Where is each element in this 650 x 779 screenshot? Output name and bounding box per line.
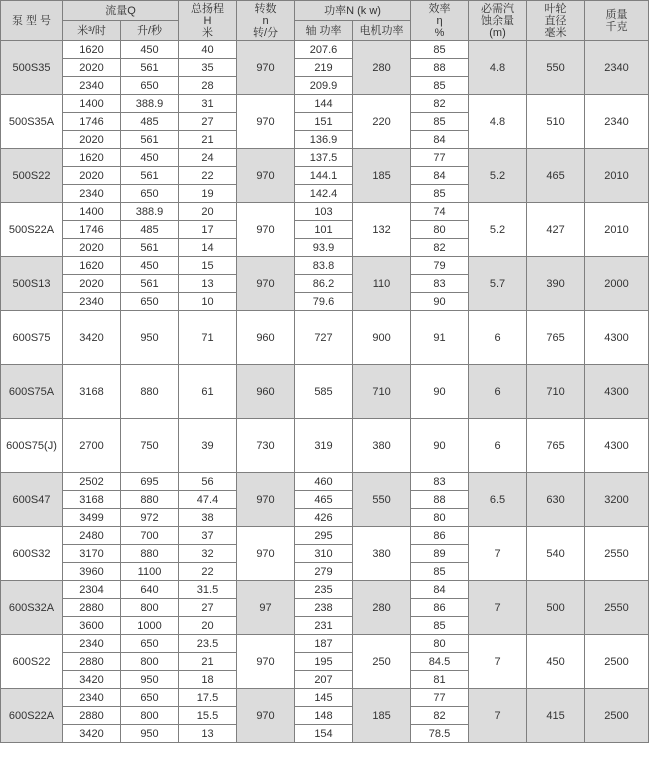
motor-power-cell: 250 bbox=[353, 635, 411, 689]
mass-cell: 2010 bbox=[585, 203, 649, 257]
efficiency-cell: 85 bbox=[411, 77, 469, 95]
flow-m3h-cell: 2880 bbox=[63, 599, 121, 617]
speed-cell: 730 bbox=[237, 419, 295, 473]
mass-cell: 2500 bbox=[585, 635, 649, 689]
mass-cell: 2500 bbox=[585, 689, 649, 743]
flow-m3h-cell: 2700 bbox=[63, 419, 121, 473]
flow-m3h-cell: 2020 bbox=[63, 275, 121, 293]
pump-model-cell: 600S22 bbox=[1, 635, 63, 689]
flow-m3h-cell: 1620 bbox=[63, 41, 121, 59]
flow-ls-cell: 388.9 bbox=[121, 203, 179, 221]
efficiency-cell: 74 bbox=[411, 203, 469, 221]
head-cell: 17 bbox=[179, 221, 237, 239]
flow-m3h-cell: 3170 bbox=[63, 545, 121, 563]
head-cell: 22 bbox=[179, 563, 237, 581]
flow-ls-cell: 800 bbox=[121, 707, 179, 725]
efficiency-cell: 80 bbox=[411, 221, 469, 239]
shaft-power-cell: 426 bbox=[295, 509, 353, 527]
efficiency-cell: 81 bbox=[411, 671, 469, 689]
flow-m3h-cell: 3168 bbox=[63, 491, 121, 509]
efficiency-cell: 85 bbox=[411, 563, 469, 581]
header-power: 功率N (k w) bbox=[295, 1, 411, 21]
header-speed-title: 转数 bbox=[254, 2, 277, 15]
mass-cell: 2340 bbox=[585, 95, 649, 149]
head-cell: 38 bbox=[179, 509, 237, 527]
flow-m3h-cell: 3600 bbox=[63, 617, 121, 635]
efficiency-cell: 90 bbox=[411, 365, 469, 419]
shaft-power-cell: 235 bbox=[295, 581, 353, 599]
header-efficiency-unit: % bbox=[434, 26, 445, 39]
flow-m3h-cell: 2020 bbox=[63, 239, 121, 257]
header-mass-line1: 质量 bbox=[605, 8, 628, 21]
table-row bbox=[1, 635, 649, 653]
table-row bbox=[1, 311, 649, 365]
header-efficiency-symbol: η bbox=[436, 14, 443, 27]
header-mass-line2: 千克 bbox=[605, 20, 628, 33]
shaft-power-cell: 93.9 bbox=[295, 239, 353, 257]
head-cell: 15 bbox=[179, 257, 237, 275]
shaft-power-cell: 144.1 bbox=[295, 167, 353, 185]
efficiency-cell: 82 bbox=[411, 707, 469, 725]
motor-power-cell: 380 bbox=[353, 419, 411, 473]
head-cell: 17.5 bbox=[179, 689, 237, 707]
table-row bbox=[1, 365, 649, 419]
npsh-cell: 7 bbox=[469, 635, 527, 689]
flow-ls-cell: 561 bbox=[121, 59, 179, 77]
efficiency-cell: 89 bbox=[411, 545, 469, 563]
shaft-power-cell: 151 bbox=[295, 113, 353, 131]
pump-model-cell: 500S13 bbox=[1, 257, 63, 311]
motor-power-cell: 380 bbox=[353, 527, 411, 581]
efficiency-cell: 90 bbox=[411, 419, 469, 473]
shaft-power-cell: 137.5 bbox=[295, 149, 353, 167]
flow-ls-cell: 450 bbox=[121, 149, 179, 167]
flow-ls-cell: 650 bbox=[121, 689, 179, 707]
pump-model-cell: 600S47 bbox=[1, 473, 63, 527]
npsh-cell: 7 bbox=[469, 581, 527, 635]
npsh-cell: 6 bbox=[469, 311, 527, 365]
efficiency-cell: 85 bbox=[411, 41, 469, 59]
flow-ls-cell: 650 bbox=[121, 185, 179, 203]
efficiency-cell: 83 bbox=[411, 473, 469, 491]
motor-power-cell: 132 bbox=[353, 203, 411, 257]
impeller-cell: 710 bbox=[527, 365, 585, 419]
flow-m3h-cell: 2020 bbox=[63, 131, 121, 149]
shaft-power-cell: 148 bbox=[295, 707, 353, 725]
table-row bbox=[1, 473, 649, 491]
header-npsh-line3: (m) bbox=[489, 26, 506, 39]
head-cell: 32 bbox=[179, 545, 237, 563]
mass-cell: 4300 bbox=[585, 311, 649, 365]
shaft-power-cell: 209.9 bbox=[295, 77, 353, 95]
shaft-power-cell: 295 bbox=[295, 527, 353, 545]
table-row bbox=[1, 581, 649, 599]
flow-ls-cell: 800 bbox=[121, 653, 179, 671]
npsh-cell: 7 bbox=[469, 527, 527, 581]
motor-power-cell: 550 bbox=[353, 473, 411, 527]
speed-cell: 970 bbox=[237, 203, 295, 257]
flow-ls-cell: 800 bbox=[121, 599, 179, 617]
efficiency-cell: 90 bbox=[411, 293, 469, 311]
head-cell: 47.4 bbox=[179, 491, 237, 509]
efficiency-cell: 85 bbox=[411, 113, 469, 131]
mass-cell: 3200 bbox=[585, 473, 649, 527]
flow-m3h-cell: 1620 bbox=[63, 149, 121, 167]
flow-m3h-cell: 2340 bbox=[63, 293, 121, 311]
header-impeller bbox=[527, 1, 585, 41]
speed-cell: 970 bbox=[237, 257, 295, 311]
header-impeller-line3: 毫米 bbox=[544, 26, 567, 39]
head-cell: 23.5 bbox=[179, 635, 237, 653]
efficiency-cell: 77 bbox=[411, 149, 469, 167]
mass-cell: 2550 bbox=[585, 527, 649, 581]
table-row bbox=[1, 257, 649, 275]
npsh-cell: 6 bbox=[469, 419, 527, 473]
motor-power-cell: 280 bbox=[353, 581, 411, 635]
head-cell: 24 bbox=[179, 149, 237, 167]
header-impeller-line1: 叶轮 bbox=[544, 2, 567, 15]
shaft-power-cell: 207.6 bbox=[295, 41, 353, 59]
flow-ls-cell: 750 bbox=[121, 419, 179, 473]
pump-model-cell: 600S22A bbox=[1, 689, 63, 743]
npsh-cell: 6.5 bbox=[469, 473, 527, 527]
header-impeller-line2: 直径 bbox=[544, 14, 567, 27]
shaft-power-cell: 460 bbox=[295, 473, 353, 491]
table-row bbox=[1, 689, 649, 707]
efficiency-cell: 79 bbox=[411, 257, 469, 275]
flow-ls-cell: 1100 bbox=[121, 563, 179, 581]
shaft-power-cell: 145 bbox=[295, 689, 353, 707]
shaft-power-cell: 187 bbox=[295, 635, 353, 653]
flow-m3h-cell: 1620 bbox=[63, 257, 121, 275]
flow-ls-cell: 650 bbox=[121, 77, 179, 95]
flow-m3h-cell: 2340 bbox=[63, 77, 121, 95]
header-efficiency bbox=[411, 1, 469, 41]
head-cell: 28 bbox=[179, 77, 237, 95]
npsh-cell: 5.7 bbox=[469, 257, 527, 311]
speed-cell: 970 bbox=[237, 149, 295, 203]
header-flow: 流量Q bbox=[63, 1, 179, 21]
flow-ls-cell: 950 bbox=[121, 671, 179, 689]
motor-power-cell: 280 bbox=[353, 41, 411, 95]
shaft-power-cell: 231 bbox=[295, 617, 353, 635]
flow-ls-cell: 450 bbox=[121, 257, 179, 275]
speed-cell: 970 bbox=[237, 473, 295, 527]
pump-model-cell: 600S32 bbox=[1, 527, 63, 581]
flow-m3h-cell: 1746 bbox=[63, 221, 121, 239]
flow-m3h-cell: 1746 bbox=[63, 113, 121, 131]
header-head-title: 总扬程 bbox=[191, 2, 224, 15]
efficiency-cell: 84 bbox=[411, 581, 469, 599]
flow-ls-cell: 485 bbox=[121, 221, 179, 239]
header-speed-symbol: n bbox=[262, 14, 269, 27]
table-row bbox=[1, 41, 649, 59]
head-cell: 27 bbox=[179, 599, 237, 617]
head-cell: 13 bbox=[179, 275, 237, 293]
motor-power-cell: 220 bbox=[353, 95, 411, 149]
pump-model-cell: 600S75A bbox=[1, 365, 63, 419]
flow-m3h-cell: 3420 bbox=[63, 725, 121, 743]
impeller-cell: 500 bbox=[527, 581, 585, 635]
flow-ls-cell: 1000 bbox=[121, 617, 179, 635]
shaft-power-cell: 238 bbox=[295, 599, 353, 617]
shaft-power-cell: 219 bbox=[295, 59, 353, 77]
pump-model-cell: 600S75 bbox=[1, 311, 63, 365]
npsh-cell: 6 bbox=[469, 365, 527, 419]
impeller-cell: 427 bbox=[527, 203, 585, 257]
head-cell: 35 bbox=[179, 59, 237, 77]
head-cell: 31 bbox=[179, 95, 237, 113]
header-pump-model: 泵 型 号 bbox=[1, 1, 63, 41]
shaft-power-cell: 79.6 bbox=[295, 293, 353, 311]
impeller-cell: 465 bbox=[527, 149, 585, 203]
header-shaft-power: 轴 功率 bbox=[295, 21, 353, 41]
impeller-cell: 450 bbox=[527, 635, 585, 689]
header-flow-m3h: 米³/时 bbox=[63, 21, 121, 41]
npsh-cell: 7 bbox=[469, 689, 527, 743]
head-cell: 22 bbox=[179, 167, 237, 185]
header-npsh-line1: 必需汽 bbox=[481, 2, 515, 15]
head-cell: 18 bbox=[179, 671, 237, 689]
flow-m3h-cell: 3168 bbox=[63, 365, 121, 419]
npsh-cell: 4.8 bbox=[469, 41, 527, 95]
flow-m3h-cell: 2340 bbox=[63, 635, 121, 653]
pump-model-cell: 500S22A bbox=[1, 203, 63, 257]
efficiency-cell: 82 bbox=[411, 95, 469, 113]
impeller-cell: 510 bbox=[527, 95, 585, 149]
impeller-cell: 630 bbox=[527, 473, 585, 527]
flow-ls-cell: 640 bbox=[121, 581, 179, 599]
flow-ls-cell: 450 bbox=[121, 41, 179, 59]
header-head bbox=[179, 1, 237, 41]
header-npsh-line2: 蚀余量 bbox=[481, 14, 515, 27]
efficiency-cell: 88 bbox=[411, 59, 469, 77]
head-cell: 20 bbox=[179, 203, 237, 221]
efficiency-cell: 85 bbox=[411, 185, 469, 203]
speed-cell: 970 bbox=[237, 95, 295, 149]
flow-ls-cell: 880 bbox=[121, 365, 179, 419]
flow-m3h-cell: 1400 bbox=[63, 95, 121, 113]
motor-power-cell: 900 bbox=[353, 311, 411, 365]
efficiency-cell: 91 bbox=[411, 311, 469, 365]
head-cell: 10 bbox=[179, 293, 237, 311]
flow-m3h-cell: 2340 bbox=[63, 185, 121, 203]
shaft-power-cell: 319 bbox=[295, 419, 353, 473]
header-mass bbox=[585, 1, 649, 41]
speed-cell: 970 bbox=[237, 527, 295, 581]
flow-ls-cell: 650 bbox=[121, 635, 179, 653]
shaft-power-cell: 465 bbox=[295, 491, 353, 509]
header-speed bbox=[237, 1, 295, 41]
impeller-cell: 415 bbox=[527, 689, 585, 743]
mass-cell: 2550 bbox=[585, 581, 649, 635]
header-npsh bbox=[469, 1, 527, 41]
head-cell: 21 bbox=[179, 653, 237, 671]
table-row bbox=[1, 149, 649, 167]
head-cell: 15.5 bbox=[179, 707, 237, 725]
shaft-power-cell: 142.4 bbox=[295, 185, 353, 203]
table-row bbox=[1, 419, 649, 473]
efficiency-cell: 82 bbox=[411, 239, 469, 257]
speed-cell: 970 bbox=[237, 689, 295, 743]
table-row bbox=[1, 203, 649, 221]
impeller-cell: 765 bbox=[527, 419, 585, 473]
table-header bbox=[1, 1, 649, 41]
table-row bbox=[1, 95, 649, 113]
flow-ls-cell: 650 bbox=[121, 293, 179, 311]
header-motor-power: 电机功率 bbox=[353, 21, 411, 41]
head-cell: 27 bbox=[179, 113, 237, 131]
efficiency-cell: 86 bbox=[411, 527, 469, 545]
head-cell: 56 bbox=[179, 473, 237, 491]
table-body bbox=[1, 41, 649, 743]
speed-cell: 960 bbox=[237, 365, 295, 419]
mass-cell: 2010 bbox=[585, 149, 649, 203]
flow-ls-cell: 972 bbox=[121, 509, 179, 527]
header-head-symbol: H bbox=[203, 14, 212, 27]
header-flow-ls: 升/秒 bbox=[121, 21, 179, 41]
shaft-power-cell: 585 bbox=[295, 365, 353, 419]
motor-power-cell: 110 bbox=[353, 257, 411, 311]
header-head-unit: 米 bbox=[202, 26, 213, 39]
flow-ls-cell: 485 bbox=[121, 113, 179, 131]
flow-m3h-cell: 2304 bbox=[63, 581, 121, 599]
efficiency-cell: 85 bbox=[411, 617, 469, 635]
head-cell: 61 bbox=[179, 365, 237, 419]
impeller-cell: 765 bbox=[527, 311, 585, 365]
mass-cell: 2000 bbox=[585, 257, 649, 311]
shaft-power-cell: 154 bbox=[295, 725, 353, 743]
flow-m3h-cell: 2880 bbox=[63, 707, 121, 725]
header-efficiency-title: 效率 bbox=[428, 2, 451, 15]
efficiency-cell: 86 bbox=[411, 599, 469, 617]
motor-power-cell: 185 bbox=[353, 689, 411, 743]
efficiency-cell: 80 bbox=[411, 509, 469, 527]
flow-m3h-cell: 3960 bbox=[63, 563, 121, 581]
flow-ls-cell: 695 bbox=[121, 473, 179, 491]
flow-ls-cell: 950 bbox=[121, 725, 179, 743]
flow-m3h-cell: 3499 bbox=[63, 509, 121, 527]
flow-ls-cell: 880 bbox=[121, 491, 179, 509]
head-cell: 19 bbox=[179, 185, 237, 203]
head-cell: 31.5 bbox=[179, 581, 237, 599]
head-cell: 21 bbox=[179, 131, 237, 149]
shaft-power-cell: 103 bbox=[295, 203, 353, 221]
pump-model-cell: 600S75(J) bbox=[1, 419, 63, 473]
flow-ls-cell: 561 bbox=[121, 275, 179, 293]
pump-model-cell: 500S35 bbox=[1, 41, 63, 95]
speed-cell: 970 bbox=[237, 635, 295, 689]
shaft-power-cell: 136.9 bbox=[295, 131, 353, 149]
flow-m3h-cell: 2340 bbox=[63, 689, 121, 707]
mass-cell: 4300 bbox=[585, 365, 649, 419]
head-cell: 71 bbox=[179, 311, 237, 365]
speed-cell: 970 bbox=[237, 41, 295, 95]
table-row bbox=[1, 527, 649, 545]
head-cell: 13 bbox=[179, 725, 237, 743]
shaft-power-cell: 207 bbox=[295, 671, 353, 689]
flow-ls-cell: 561 bbox=[121, 167, 179, 185]
shaft-power-cell: 83.8 bbox=[295, 257, 353, 275]
shaft-power-cell: 195 bbox=[295, 653, 353, 671]
efficiency-cell: 78.5 bbox=[411, 725, 469, 743]
header-speed-unit: 转/分 bbox=[252, 26, 279, 39]
shaft-power-cell: 279 bbox=[295, 563, 353, 581]
shaft-power-cell: 144 bbox=[295, 95, 353, 113]
head-cell: 20 bbox=[179, 617, 237, 635]
head-cell: 40 bbox=[179, 41, 237, 59]
flow-m3h-cell: 2880 bbox=[63, 653, 121, 671]
mass-cell: 2340 bbox=[585, 41, 649, 95]
head-cell: 14 bbox=[179, 239, 237, 257]
flow-ls-cell: 388.9 bbox=[121, 95, 179, 113]
shaft-power-cell: 310 bbox=[295, 545, 353, 563]
npsh-cell: 5.2 bbox=[469, 149, 527, 203]
flow-ls-cell: 880 bbox=[121, 545, 179, 563]
head-cell: 37 bbox=[179, 527, 237, 545]
efficiency-cell: 77 bbox=[411, 689, 469, 707]
flow-ls-cell: 561 bbox=[121, 131, 179, 149]
flow-m3h-cell: 2020 bbox=[63, 167, 121, 185]
shaft-power-cell: 727 bbox=[295, 311, 353, 365]
impeller-cell: 540 bbox=[527, 527, 585, 581]
speed-cell: 960 bbox=[237, 311, 295, 365]
flow-m3h-cell: 2480 bbox=[63, 527, 121, 545]
efficiency-cell: 83 bbox=[411, 275, 469, 293]
mass-cell: 4300 bbox=[585, 419, 649, 473]
shaft-power-cell: 86.2 bbox=[295, 275, 353, 293]
motor-power-cell: 710 bbox=[353, 365, 411, 419]
npsh-cell: 4.8 bbox=[469, 95, 527, 149]
pump-model-cell: 500S35A bbox=[1, 95, 63, 149]
efficiency-cell: 80 bbox=[411, 635, 469, 653]
npsh-cell: 5.2 bbox=[469, 203, 527, 257]
flow-m3h-cell: 3420 bbox=[63, 671, 121, 689]
impeller-cell: 390 bbox=[527, 257, 585, 311]
flow-m3h-cell: 3420 bbox=[63, 311, 121, 365]
flow-ls-cell: 561 bbox=[121, 239, 179, 257]
efficiency-cell: 84 bbox=[411, 167, 469, 185]
efficiency-cell: 84.5 bbox=[411, 653, 469, 671]
flow-m3h-cell: 2020 bbox=[63, 59, 121, 77]
efficiency-cell: 88 bbox=[411, 491, 469, 509]
head-cell: 39 bbox=[179, 419, 237, 473]
flow-ls-cell: 950 bbox=[121, 311, 179, 365]
speed-cell: 97 bbox=[237, 581, 295, 635]
pump-model-cell: 600S32A bbox=[1, 581, 63, 635]
pump-model-cell: 500S22 bbox=[1, 149, 63, 203]
flow-ls-cell: 700 bbox=[121, 527, 179, 545]
flow-m3h-cell: 2502 bbox=[63, 473, 121, 491]
motor-power-cell: 185 bbox=[353, 149, 411, 203]
efficiency-cell: 84 bbox=[411, 131, 469, 149]
flow-m3h-cell: 1400 bbox=[63, 203, 121, 221]
impeller-cell: 550 bbox=[527, 41, 585, 95]
shaft-power-cell: 101 bbox=[295, 221, 353, 239]
